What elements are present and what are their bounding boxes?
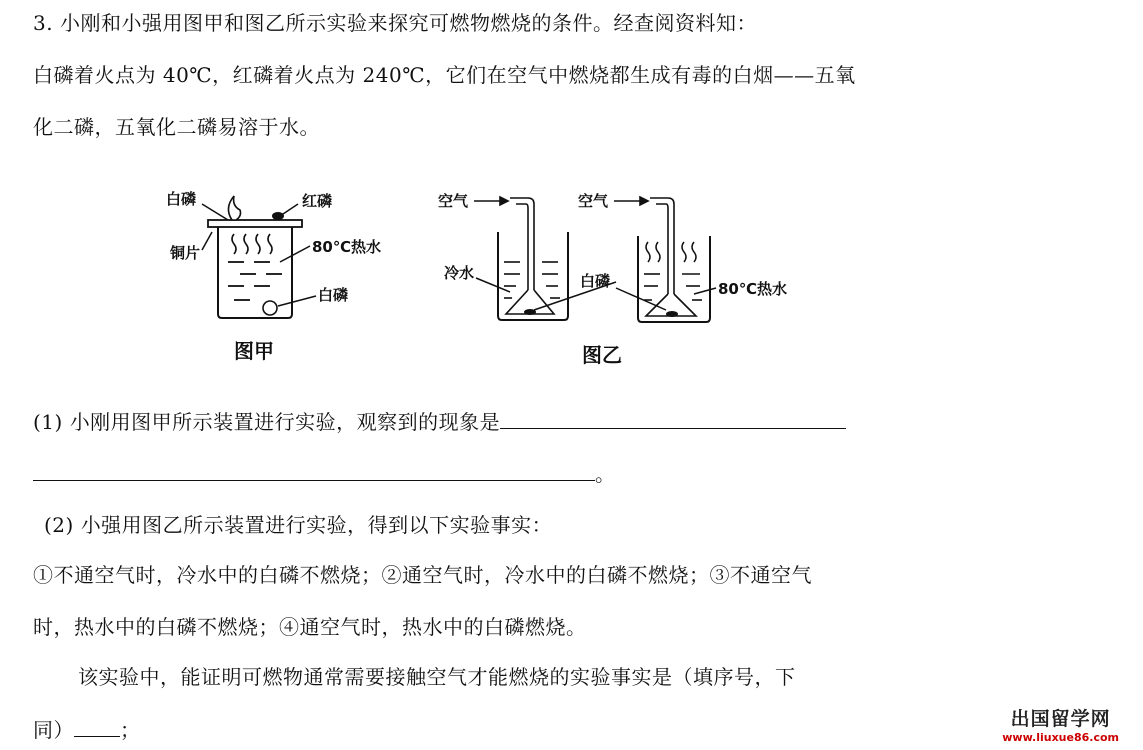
watermark (1002, 704, 1119, 744)
question-header: 3. 小刚和小强用图甲和图乙所示实验来探究可燃物燃烧的条件。经查阅资料知： (33, 11, 757, 35)
part2-question-line-1: 该实验中，能证明可燃物通常需要接触空气才能燃烧的实验事实是（填序号，下 (78, 665, 796, 689)
part2-intro: (2) 小强用图乙所示装置进行实验，得到以下实验事实： (44, 513, 553, 537)
figure-jia-label-baipin-bottom: 白磷 (318, 286, 349, 304)
figure-yi-label-hot-water: 80℃热水 (718, 280, 788, 298)
part2-question-line-2 (33, 716, 141, 743)
info-line-1: 白磷着火点为 40℃，红磷着火点为 240℃，它们在空气中燃烧都生成有毒的白烟——五氧 (33, 63, 856, 87)
figure-yi-label-cold-water: 冷水 (444, 264, 475, 282)
figure-jia-caption: 图甲 (234, 339, 274, 363)
part1-continuation (33, 460, 616, 487)
part2-question-text: 同） (33, 718, 74, 742)
watermark-url: www.liuxue86.com (1002, 731, 1119, 744)
info-line-2: 化二磷，五氧化二磷易溶于水。 (33, 115, 320, 139)
watermark-name: 出国留学网 (1010, 708, 1111, 730)
part1-question (33, 408, 846, 435)
figure-jia-label-baipin-top: 白磷 (166, 190, 197, 208)
figure-yi-label-baipin: 白磷 (580, 272, 611, 290)
part2-answer-blank[interactable] (74, 716, 120, 737)
figure-jia-label-hot-water: 80℃热水 (312, 238, 382, 256)
part1-answer-blank-1[interactable] (500, 408, 846, 429)
part1-end: 。 (595, 462, 616, 486)
figure-yi-caption: 图乙 (582, 343, 622, 367)
part1-text: (1) 小刚用图甲所示装置进行实验，观察到的现象是 (33, 410, 501, 434)
figure-jia-label-tongpian: 铜片 (170, 244, 201, 262)
part2-facts-line-1: ①不通空气时，冷水中的白磷不燃烧；②通空气时，冷水中的白磷不燃烧；③不通空气 (33, 563, 812, 587)
part2-facts-line-2: 时，热水中的白磷不燃烧；④通空气时，热水中的白磷燃烧。 (33, 615, 587, 639)
figure-yi-label-air-2: 空气 (578, 192, 609, 210)
figure-jia-label-hongpin: 红磷 (302, 192, 333, 210)
figure-yi (430, 182, 820, 372)
figure-yi-label-air-1: 空气 (438, 192, 469, 210)
part2-question-end: ； (120, 718, 141, 742)
part1-answer-blank-2[interactable] (33, 460, 595, 481)
figure-jia (150, 182, 410, 372)
